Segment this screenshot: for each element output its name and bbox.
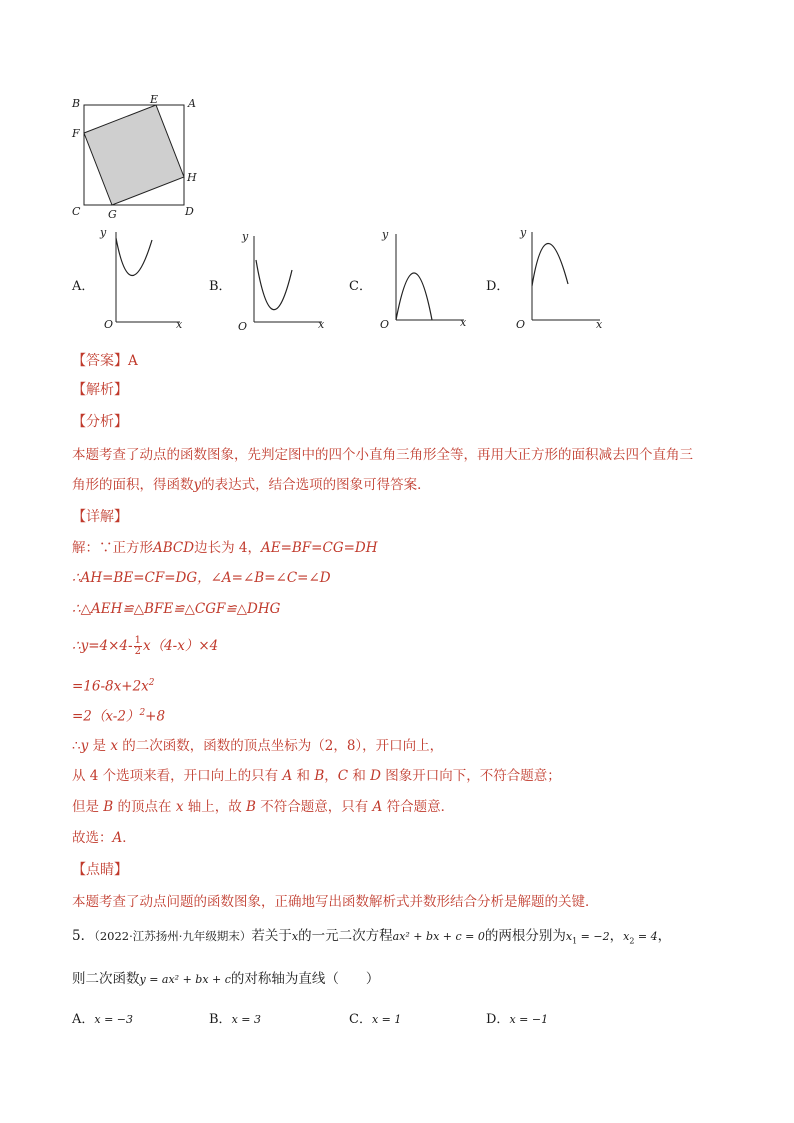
xj-line1 xyxy=(72,539,378,557)
xj-line5 xyxy=(72,674,155,696)
q5-choice-c-label: C． xyxy=(349,1012,372,1027)
axis-y: y xyxy=(382,228,389,241)
xj-line4 xyxy=(72,636,218,657)
answer-value: A xyxy=(128,353,138,369)
q5-t3: 的两根分别为 xyxy=(484,928,566,944)
q5-choice-c-value: x = 1 xyxy=(371,1013,402,1026)
xj-l8b: 和 xyxy=(292,768,315,784)
option-a-graph xyxy=(96,222,192,334)
xj-l10b: ． xyxy=(122,830,136,846)
label-a: A xyxy=(188,97,196,110)
xj-l10a: 故选： xyxy=(72,830,113,846)
xj-l4a: ∴y=4×4- xyxy=(72,638,133,654)
q5-choice-d-label: D． xyxy=(486,1012,510,1027)
xj-l7c: 的二次函数，函数的顶点坐标为（2，8），开口向上， xyxy=(117,738,444,754)
xj-line7 xyxy=(72,737,443,755)
q5-root2-val: = 4 xyxy=(634,930,658,943)
q5-choice-a[interactable] xyxy=(72,1008,133,1027)
xj-l6a: =2（x-2） xyxy=(72,708,140,725)
q5-root2: x xyxy=(623,930,630,943)
xj-l5: =16-8x+2x xyxy=(72,678,149,695)
frac-num: 1 xyxy=(134,635,141,646)
label-e: E xyxy=(150,95,159,106)
xj-line9 xyxy=(72,798,454,816)
xj-l7x: x xyxy=(110,738,118,754)
q5-choice-a-value: x = −3 xyxy=(94,1013,134,1026)
xj-l8-A: A xyxy=(282,768,293,784)
xj-l9e: 符合题意． xyxy=(382,799,455,815)
axis-y: y xyxy=(100,226,107,239)
dianjing-tag: 【点睛】 xyxy=(72,862,128,878)
q5-number: 5． xyxy=(72,928,95,944)
q5-sep: ， xyxy=(609,928,624,944)
q5-function: y = ax² + bx + c xyxy=(139,973,231,986)
xj-l8e: 图象开口向下，不符合题意； xyxy=(381,768,561,784)
frac-den: 2 xyxy=(134,646,141,657)
q5-line1 xyxy=(72,927,671,951)
xj-line2: ∴AH=BE=CF=DG，∠A=∠B=∠C=∠D xyxy=(72,570,331,586)
dianjing-line: 本题考查了动点问题的函数图象，正确地写出函数解析式并数形结合分析是解题的关键． xyxy=(72,894,599,910)
fenxi-line2 xyxy=(72,476,431,494)
option-d-label: D． xyxy=(486,279,510,294)
xj-l10-A: A xyxy=(112,830,123,846)
fraction-half xyxy=(134,636,142,657)
xj-l8c: ， xyxy=(324,768,338,784)
q5-choice-b-value: x = 3 xyxy=(231,1013,261,1026)
q5-choice-d-value: x = −1 xyxy=(509,1013,549,1026)
xj-l1d: AE=BF=CG=DH xyxy=(260,540,378,556)
xj-l8d: 和 xyxy=(348,768,371,784)
q5-choice-b-label: B． xyxy=(209,1012,232,1027)
curve-d xyxy=(532,243,568,286)
xj-l6b: +8 xyxy=(145,708,166,725)
q5-choice-c[interactable] xyxy=(349,1008,401,1027)
q5-xvar: x xyxy=(291,930,299,943)
label-g: G xyxy=(108,208,117,221)
q5-choice-a-label: A． xyxy=(72,1012,95,1027)
label-h: H xyxy=(187,171,197,184)
axis-x: x xyxy=(596,318,603,331)
q5-equation: ax² + bx + c = 0 xyxy=(392,930,485,943)
axis-o: O xyxy=(238,320,248,333)
axis-y: y xyxy=(520,226,527,239)
q5-choice-d[interactable] xyxy=(486,1008,548,1027)
option-c-graph xyxy=(372,224,472,336)
fenxi-line2-a: 角形的面积，得函数 xyxy=(72,477,194,493)
q5-root1-val: = −2 xyxy=(577,930,610,943)
option-b-label: B． xyxy=(209,279,232,294)
option-b-graph xyxy=(230,226,330,338)
xj-line10 xyxy=(72,829,136,847)
xj-l1c: 边长为 4， xyxy=(194,540,261,556)
analysis-tag: 【解析】 xyxy=(72,382,128,398)
inner-square xyxy=(84,105,184,205)
q5-choice-b[interactable] xyxy=(209,1008,261,1027)
xj-l9-x: x xyxy=(175,799,184,815)
fenxi-line1: 本题考查了动点的函数图象，先判定图中的四个小直角三角形全等，再用大正方形的面积减去四个直角三 xyxy=(72,447,693,463)
option-a-label: A． xyxy=(72,279,95,294)
q5-t4: ， xyxy=(657,928,672,944)
xiangjie-tag: 【详解】 xyxy=(72,509,128,525)
q5-line2a: 则二次函数 xyxy=(72,971,140,987)
axis-x: x xyxy=(318,318,325,331)
curve-a xyxy=(116,238,152,276)
curve-b xyxy=(256,260,292,310)
xj-l4b: x（4-x）×4 xyxy=(142,638,219,654)
q5-line2b: 的对称轴为直线（ ） xyxy=(230,971,380,987)
xj-l9-A: A xyxy=(372,799,383,815)
axis-y: y xyxy=(242,230,249,243)
q5-root2-sub: 2 xyxy=(629,936,635,946)
xj-l8-D: D xyxy=(370,768,381,784)
answer-tag: 【答案】 xyxy=(72,353,128,369)
curve-c xyxy=(396,273,432,320)
q5-t2: 的一元二次方程 xyxy=(298,928,393,944)
xj-l1b: ABCD xyxy=(153,540,195,556)
fenxi-line2-b: 的表达式，结合选项的图象可得答案． xyxy=(201,477,431,493)
axis-o: O xyxy=(104,318,114,331)
axis-o: O xyxy=(380,318,390,331)
option-d-graph xyxy=(508,222,608,334)
xj-l9b: 的顶点在 xyxy=(113,799,176,815)
q5-line2 xyxy=(72,970,379,989)
square-figure xyxy=(68,95,208,225)
q5-root1-sub: 1 xyxy=(572,936,578,946)
axis-o: O xyxy=(516,318,526,331)
fenxi-tag: 【分析】 xyxy=(72,414,128,430)
xj-l9c: 轴上，故 xyxy=(183,799,247,815)
xj-l7b: 是 xyxy=(88,738,111,754)
xj-line6 xyxy=(72,704,165,726)
xj-line3: ∴△AEH≌△BFE≌△CGF≌△DHG xyxy=(72,601,281,617)
label-b: B xyxy=(72,97,81,110)
fenxi-var-y: y xyxy=(193,477,202,493)
xj-line8 xyxy=(72,767,561,785)
q5-t1: 若关于 xyxy=(251,928,292,944)
xj-l8-C: C xyxy=(337,768,349,784)
axis-x: x xyxy=(176,318,183,331)
label-c: C xyxy=(72,205,81,218)
xj-l9-B: B xyxy=(103,799,114,815)
xj-l8-B: B xyxy=(314,768,325,784)
xj-l5-sup: 2 xyxy=(148,678,155,688)
xj-l8a: 从 4 个选项来看，开口向上的只有 xyxy=(72,768,283,784)
label-f: F xyxy=(72,127,80,140)
xj-l9-B2: B xyxy=(246,799,256,815)
label-d: D xyxy=(185,205,194,218)
q5-root1: x xyxy=(565,930,573,943)
xj-l7y: y xyxy=(80,738,89,754)
xj-l9a: 但是 xyxy=(72,799,104,815)
q5-source: （2022·江苏扬州·九年级期末） xyxy=(94,929,252,943)
xj-l9d: 不符合题意，只有 xyxy=(255,799,373,815)
axis-x: x xyxy=(460,316,467,329)
option-c-label: C． xyxy=(349,279,372,294)
xj-l1a: 解：∵正方形 xyxy=(72,540,153,556)
xj-l7a: ∴ xyxy=(72,738,81,754)
answer-line xyxy=(72,352,138,370)
xj-l6-sup: 2 xyxy=(139,708,146,718)
